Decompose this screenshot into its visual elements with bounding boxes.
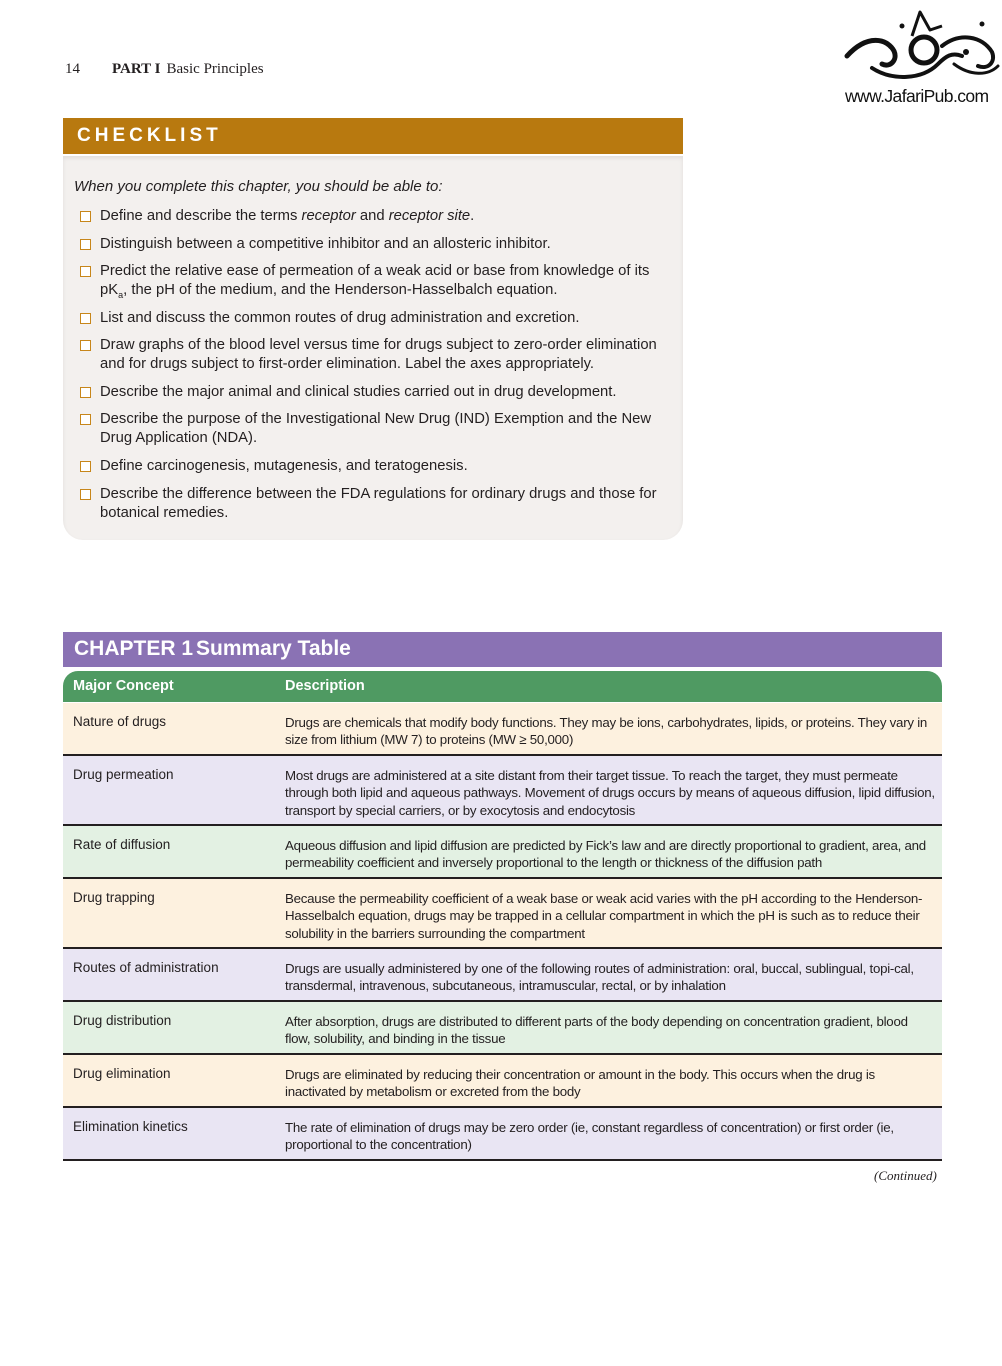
summary-title-bar [63, 632, 942, 667]
concept-cell: Drug elimination [73, 1066, 171, 1081]
table-row [63, 1055, 942, 1108]
table-row [63, 1108, 942, 1161]
description-cell: Drugs are eliminated by reducing their concentration or amount in the body. This occurs when the drug is inactivated by metabolism or excreted from the body [285, 1067, 875, 1100]
table-row [63, 826, 942, 879]
checkbox-icon [80, 387, 91, 398]
column-header-concept: Major Concept [73, 678, 174, 694]
chapter-label: CHAPTER 1 [74, 637, 194, 660]
checkbox-icon [80, 340, 91, 351]
checkbox-icon [80, 489, 91, 500]
running-header [65, 61, 264, 78]
checkbox-icon [80, 414, 91, 425]
checkbox-icon [80, 313, 91, 324]
description-cell: Drugs are chemicals that modify body functions. They may be ions, carbohydrates, lipids, or proteins. They vary in size from lithium (MW 7) to proteins (MW ≥ 50,000) [285, 715, 928, 748]
concept-cell: Drug trapping [73, 890, 155, 905]
concept-cell: Routes of administration [73, 960, 219, 975]
table-row [63, 879, 942, 949]
continued-note: (Continued) [874, 1168, 937, 1183]
concept-cell: Drug permeation [73, 767, 174, 782]
table-row [63, 949, 942, 1002]
checkbox-icon [80, 461, 91, 472]
section-label: Basic Principles [166, 61, 264, 77]
publisher-logo [842, 6, 1000, 106]
description-cell: Drugs are usually administered by one of the following routes of administration: oral, buccal, sublingual, topi-cal, transdermal, intravenous, subcutaneous, intramuscular, rectal, or by inhalation [285, 961, 914, 994]
description-cell: Aqueous diffusion and lipid diffusion are predicted by Fick’s law and are directly proportional to gradient, area, and permeability coefficient and inversely proportional to the length or thickness of the diffusion path [285, 838, 926, 871]
description-cell: The rate of elimination of drugs may be zero order (ie, constant regardless of concentration) or first order (ie, proportional to the concentration) [285, 1120, 894, 1153]
publisher-url: www.JafariPub.com [845, 86, 989, 106]
checkbox-icon [80, 239, 91, 250]
checkbox-icon [80, 266, 91, 277]
table-row [63, 756, 942, 826]
summary-title: Summary Table [196, 637, 351, 660]
checklist-title-bar [63, 118, 683, 154]
description-cell: Because the permeability coefficient of a weak base or weak acid varies with the pH according to the Henderson-Hasselbalch equation, drugs may be trapped in a cellular compartment in which the pH is such as to reduce their solubility in the barriers surrounding the compartment [285, 891, 923, 941]
table-row [63, 703, 942, 756]
concept-cell: Nature of drugs [73, 714, 167, 729]
part-label: PART I [112, 61, 161, 77]
concept-cell: Elimination kinetics [73, 1119, 188, 1134]
checkbox-icon [80, 211, 91, 222]
description-cell: Most drugs are administered at a site distant from their target tissue. To reach the target, they must permeate through both lipid and aqueous pathways. Movement of drugs occurs by means of aqueous diffusion, lipid diffusion, transport by special carriers, or by exocytosis and endocytosis [285, 768, 935, 818]
checklist-intro: When you complete this chapter, you should be able to: [74, 178, 443, 195]
page-number: 14 [65, 61, 80, 77]
calligraphy-logo-icon [842, 6, 1000, 86]
table-row [63, 1002, 942, 1055]
checklist-title: CHECKLIST [77, 125, 222, 146]
column-header-description: Description [285, 678, 365, 694]
table-header [63, 671, 942, 702]
description-cell: After absorption, drugs are distributed to different parts of the body depending on concentration gradient, blood flow, solubility, and binding in the tissue [285, 1014, 908, 1047]
concept-cell: Drug distribution [73, 1013, 172, 1028]
concept-cell: Rate of diffusion [73, 837, 171, 852]
